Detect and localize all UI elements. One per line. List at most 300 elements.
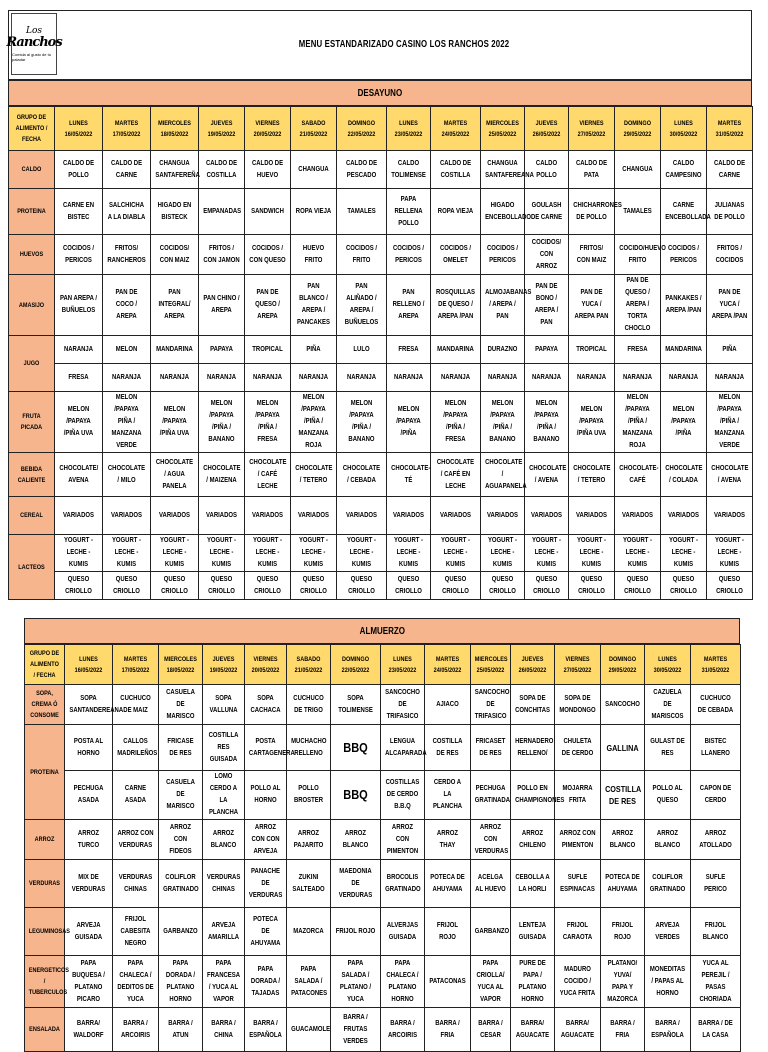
menu-cell: COSTILLA DE RES xyxy=(601,771,645,820)
menu-cell: EMPANADAS xyxy=(199,189,245,235)
menu-cell: COCIDOS / FRITO xyxy=(337,235,387,275)
menu-cell: POSTA CARTAGENERA xyxy=(245,725,287,771)
menu-cell: ALMOJABANAS / AREPA / PAN xyxy=(481,275,525,336)
menu-cell: CHOCOLATE / COLADA xyxy=(661,453,707,497)
menu-cell: ALVERJAS GUISADA xyxy=(381,908,425,956)
food-group-label: PROTEINA xyxy=(25,725,65,820)
menu-cell: BARRA / FRIA xyxy=(601,1008,645,1052)
menu-cell: VARIADOS xyxy=(103,497,151,535)
menu-cell: NARANJA xyxy=(387,364,431,392)
menu-cell: QUESO CRIOLLO xyxy=(615,572,661,600)
menu-cell: PATACONAS xyxy=(425,956,471,1008)
menu-cell: HIGADO ENCEBOLLADO xyxy=(481,189,525,235)
menu-cell: MUCHACHO RELLENO xyxy=(287,725,331,771)
menu-cell: CERDO A LA PLANCHA xyxy=(425,771,471,820)
menu-cell: QUESO CRIOLLO xyxy=(431,572,481,600)
menu-cell: CASUELA DE MARISCO xyxy=(159,771,203,820)
menu-cell: CHOCOLATE / MAIZENA xyxy=(199,453,245,497)
menu-cell: CHANGUA xyxy=(291,151,337,189)
menu-cell: ZUKINI SALTEADO xyxy=(287,860,331,908)
menu-cell: ARVEJA GUISADA xyxy=(65,908,113,956)
header-day: VIERNES 20/05/2022 xyxy=(245,107,291,151)
table-row xyxy=(25,1008,741,1052)
menu-cell: ROSQUILLAS DE QUESO / AREPA /PAN xyxy=(431,275,481,336)
menu-cell: NARANJA xyxy=(569,364,615,392)
menu-cell: MAEDONIA DE VERDURAS xyxy=(331,860,381,908)
table-row xyxy=(9,497,753,535)
menu-cell: CALDO DE CARNE xyxy=(707,151,753,189)
menu-cell: HUEVO FRITO xyxy=(291,235,337,275)
menu-cell: FRIJOL ROJO xyxy=(601,908,645,956)
menu-cell: YOGURT - LECHE - KUMIS xyxy=(291,535,337,572)
menu-cell: MELON /PAPAYA /PIÑA / BANANO xyxy=(525,392,569,453)
menu-cell: NARANJA xyxy=(199,364,245,392)
menu-cell: SOPA VALLUNA xyxy=(203,685,245,725)
menu-cell: NARANJA xyxy=(615,364,661,392)
header-day: MIERCOLES 25/05/2022 xyxy=(471,645,511,685)
menu-cell: BARRA / ATUN xyxy=(159,1008,203,1052)
menu-cell: CALDO CAMPESINO xyxy=(661,151,707,189)
header-day: DOMINGO 22/05/2022 xyxy=(331,645,381,685)
desayuno-section-title: DESAYUNO xyxy=(8,80,752,106)
los-ranchos-logo: Los Ranchos Comida al gusto de tu paladar xyxy=(11,13,57,75)
menu-cell: PIÑA xyxy=(707,336,753,364)
menu-cell: FRESA xyxy=(615,336,661,364)
menu-cell: VARIADOS xyxy=(431,497,481,535)
header-day: JUEVES 26/05/2022 xyxy=(511,645,555,685)
desayuno-sheet xyxy=(6,10,752,595)
menu-cell: CHOCOLATE / AGUAPANELA xyxy=(481,453,525,497)
food-group-label: ARROZ xyxy=(25,820,65,860)
document-title: MENU ESTANDARIZADO CASINO LOS RANCHOS 2022 xyxy=(298,39,510,50)
menu-cell: PLATANO/ YUVA/ PAPA Y MAZORCA xyxy=(601,956,645,1008)
menu-cell: SANCOCHO DE TRIFASICO xyxy=(471,685,511,725)
menu-cell: BBQ xyxy=(331,771,381,820)
menu-cell: CUCHUCO DE CEBADA xyxy=(691,685,741,725)
menu-cell: MELON /PAPAYA /PIÑA / MANZANA ROJA xyxy=(615,392,661,453)
menu-cell: POLLO BROSTER xyxy=(287,771,331,820)
menu-cell: VERDURAS CHINAS xyxy=(113,860,159,908)
food-group-label: CALDO xyxy=(9,151,55,189)
menu-cell: SOPA DE CONCHITAS xyxy=(511,685,555,725)
menu-cell: VARIADOS xyxy=(481,497,525,535)
menu-cell: PIÑA xyxy=(291,336,337,364)
menu-cell: YOGURT - LECHE - KUMIS xyxy=(481,535,525,572)
menu-cell: POTECA DE AHUYAMA xyxy=(425,860,471,908)
menu-cell: HIGADO EN BISTECK xyxy=(151,189,199,235)
header-day: MARTES 24/05/2022 xyxy=(431,107,481,151)
menu-cell: YOGURT - LECHE - KUMIS xyxy=(615,535,661,572)
table-row xyxy=(9,189,753,235)
menu-cell: ARROZ THAY xyxy=(425,820,471,860)
menu-cell: PAN BLANCO / AREPA / PANCAKES xyxy=(291,275,337,336)
table-row xyxy=(9,535,753,572)
table-row xyxy=(9,235,753,275)
menu-cell: PAPAYA xyxy=(199,336,245,364)
menu-cell: MAZORCA xyxy=(287,908,331,956)
menu-cell: PAPA CHALECA / PLATANO HORNO xyxy=(381,956,425,1008)
menu-cell: LENTEJA GUISADA xyxy=(511,908,555,956)
menu-cell: DURAZNO xyxy=(481,336,525,364)
food-group-label: AMASIJO xyxy=(9,275,55,336)
menu-cell: POLLO AL HORNO xyxy=(245,771,287,820)
menu-cell: PAPA CHALECA / DEDITOS DE YUCA xyxy=(113,956,159,1008)
table-row xyxy=(9,364,753,392)
menu-cell: GALLINA xyxy=(601,725,645,771)
menu-cell: VARIADOS xyxy=(661,497,707,535)
table-row xyxy=(25,908,741,956)
header-day: SABADO 21/05/2022 xyxy=(291,107,337,151)
menu-cell: QUESO CRIOLLO xyxy=(707,572,753,600)
menu-cell: MELON /PAPAYA /PIÑA xyxy=(387,392,431,453)
menu-cell: COCIDO/HUEVO FRITO xyxy=(615,235,661,275)
header-day: MARTES 17/05/2022 xyxy=(113,645,159,685)
menu-cell: BARRA / FRIA xyxy=(425,1008,471,1052)
menu-cell: CARNE EN BISTEC xyxy=(55,189,103,235)
menu-cell: PANKAKES / AREPA /PAN xyxy=(661,275,707,336)
menu-cell: FRICASET DE RES xyxy=(471,725,511,771)
document-header xyxy=(8,10,752,80)
food-group-label: SOPA, CREMA Ó CONSOME xyxy=(25,685,65,725)
menu-cell: SANDWICH xyxy=(245,189,291,235)
header-day: VIERNES 20/05/2022 xyxy=(245,645,287,685)
menu-cell: PECHUGA GRATINADA xyxy=(471,771,511,820)
table-row xyxy=(25,956,741,1008)
table-row xyxy=(9,151,753,189)
menu-cell: YOGURT - LECHE - KUMIS xyxy=(55,535,103,572)
menu-cell: ARROZ BLANCO xyxy=(203,820,245,860)
menu-cell: SANCOCHO DE TRIFASICO xyxy=(381,685,425,725)
menu-cell: TROPICAL xyxy=(569,336,615,364)
menu-cell: CHOCOLATE / TETERO xyxy=(291,453,337,497)
menu-cell: ARROZ CON VERDURAS xyxy=(113,820,159,860)
menu-cell: CALDO DE HUEVO xyxy=(245,151,291,189)
menu-cell: FRIJOL CABESITA NEGRO xyxy=(113,908,159,956)
menu-cell: FRESA xyxy=(55,364,103,392)
menu-cell: CUCHUCO DE TRIGO xyxy=(287,685,331,725)
menu-cell: PAN DE COCO / AREPA xyxy=(103,275,151,336)
header-day: DOMINGO 29/05/2022 xyxy=(615,107,661,151)
menu-cell: FRITOS / CON JAMON xyxy=(199,235,245,275)
menu-cell: CHOCOLATE / CAFÉ LECHE xyxy=(245,453,291,497)
menu-cell: QUESO CRIOLLO xyxy=(151,572,199,600)
menu-cell: ACELGA AL HUEVO xyxy=(471,860,511,908)
menu-cell: CALDO TOLIMENSE xyxy=(387,151,431,189)
menu-cell: MELON /PAPAYA /PIÑA UVA xyxy=(151,392,199,453)
menu-cell: ARROZ ATOLLADO xyxy=(691,820,741,860)
menu-cell: QUESO CRIOLLO xyxy=(481,572,525,600)
menu-cell: BROCOLIS GRATINADO xyxy=(381,860,425,908)
menu-cell: MELON /PAPAYA /PIÑA xyxy=(661,392,707,453)
menu-cell: NARANJA xyxy=(103,364,151,392)
menu-cell: LULO xyxy=(337,336,387,364)
header-day: MARTES 17/05/2022 xyxy=(103,107,151,151)
menu-cell: COSTILLAS DE CERDO B.B.Q xyxy=(381,771,425,820)
menu-cell: QUESO CRIOLLO xyxy=(337,572,387,600)
menu-cell: FRIJOL BLANCO xyxy=(691,908,741,956)
header-day: MIERCOLES 25/05/2022 xyxy=(481,107,525,151)
menu-cell: VARIADOS xyxy=(151,497,199,535)
menu-cell: CHOCOLATE-CAFÉ xyxy=(615,453,661,497)
header-food-group: GRUPO DE ALIMENTO / FECHA xyxy=(9,107,55,151)
menu-cell: MANDARINA xyxy=(431,336,481,364)
menu-cell: BARRA / ARCOIRIS xyxy=(113,1008,159,1052)
menu-cell: YOGURT - LECHE - KUMIS xyxy=(245,535,291,572)
desayuno-table xyxy=(8,106,753,600)
menu-cell: VERDURAS CHINAS xyxy=(203,860,245,908)
menu-cell: PAN DE BONO / AREPA / PAN xyxy=(525,275,569,336)
menu-cell: CHOCOLATE / CAFÉ EN LECHE xyxy=(431,453,481,497)
menu-cell: CAZUELA DE MARISCOS xyxy=(645,685,691,725)
menu-cell: VARIADOS xyxy=(245,497,291,535)
table-row xyxy=(25,725,741,771)
menu-cell: SANCOCHO xyxy=(601,685,645,725)
menu-cell: HERNADERO RELLENO/ xyxy=(511,725,555,771)
menu-cell: BBQ xyxy=(331,725,381,771)
menu-cell: ARROZ CON PIMENTON xyxy=(381,820,425,860)
menu-cell: VARIADOS xyxy=(525,497,569,535)
menu-cell: VARIADOS xyxy=(569,497,615,535)
menu-cell: VARIADOS xyxy=(615,497,661,535)
menu-cell: ARROZ CON VERDURAS xyxy=(471,820,511,860)
menu-cell: CALDO DE PESCADO xyxy=(337,151,387,189)
food-group-label: CEREAL xyxy=(9,497,55,535)
header-day: LUNES 16/05/2022 xyxy=(65,645,113,685)
menu-cell: NARANJA xyxy=(337,364,387,392)
menu-cell: BISTEC LLANERO xyxy=(691,725,741,771)
menu-cell: PAN ALIÑADO / AREPA / BUÑUELOS xyxy=(337,275,387,336)
menu-cell: PAN CHINO / AREPA xyxy=(199,275,245,336)
menu-cell: CHOCOLATE-TÉ xyxy=(387,453,431,497)
menu-cell: TAMALES xyxy=(615,189,661,235)
menu-cell: CALLOS MADRILEÑOS xyxy=(113,725,159,771)
table-row xyxy=(9,336,753,364)
table-row xyxy=(25,860,741,908)
menu-cell: COCIDOS/ CON ARROZ xyxy=(525,235,569,275)
menu-cell: CUCHUCO DE MAIZ xyxy=(113,685,159,725)
menu-cell: MADURO COCIDO / YUCA FRITA xyxy=(555,956,601,1008)
menu-cell: SOPA CACHACA xyxy=(245,685,287,725)
menu-cell: SUFLE PERICO xyxy=(691,860,741,908)
menu-cell: BARRA / FRUTAS VERDES xyxy=(331,1008,381,1052)
menu-cell: QUESO CRIOLLO xyxy=(569,572,615,600)
menu-cell: NARANJA xyxy=(661,364,707,392)
menu-cell: SALCHICHA A LA DIABLA xyxy=(103,189,151,235)
menu-cell: YOGURT - LECHE - KUMIS xyxy=(103,535,151,572)
menu-cell: YOGURT - LECHE - KUMIS xyxy=(525,535,569,572)
menu-cell: NARANJA xyxy=(245,364,291,392)
header-day: JUEVES 19/05/2022 xyxy=(199,107,245,151)
header-day: LUNES 16/05/2022 xyxy=(55,107,103,151)
header-day: LUNES 30/05/2022 xyxy=(645,645,691,685)
food-group-label: BEBIDA CALIENTE xyxy=(9,453,55,497)
header-day: MIERCOLES 18/05/2022 xyxy=(159,645,203,685)
menu-cell: PAN AREPA / BUÑUELOS xyxy=(55,275,103,336)
menu-cell: PAN INTEGRAL/ AREPA xyxy=(151,275,199,336)
header-day: DOMINGO 22/05/2022 xyxy=(337,107,387,151)
menu-cell: BARRA/ AGUACATE xyxy=(555,1008,601,1052)
menu-cell: CARNE ASADA xyxy=(113,771,159,820)
menu-cell: PAPA RELLENA POLLO xyxy=(387,189,431,235)
menu-cell: YUCA AL PEREJIL / PASAS CHORIADA xyxy=(691,956,741,1008)
menu-cell: LOMO CERDO A LA PLANCHA xyxy=(203,771,245,820)
menu-cell: ROPA VIEJA xyxy=(291,189,337,235)
food-group-label: FRUTA PICADA xyxy=(9,392,55,453)
menu-cell: YOGURT - LECHE - KUMIS xyxy=(151,535,199,572)
menu-cell: NARANJA xyxy=(481,364,525,392)
menu-cell: GOULASH DE CARNE xyxy=(525,189,569,235)
menu-cell: YOGURT - LECHE - KUMIS xyxy=(199,535,245,572)
menu-cell: FRITOS/ CON MAIZ xyxy=(569,235,615,275)
menu-cell: CALDO DE PATA xyxy=(569,151,615,189)
menu-cell: MELON /PAPAYA /PIÑA / MANZANA VERDE xyxy=(707,392,753,453)
menu-cell: YOGURT - LECHE - KUMIS xyxy=(569,535,615,572)
menu-cell: GARBANZO xyxy=(159,908,203,956)
menu-cell: POSTA AL HORNO xyxy=(65,725,113,771)
menu-cell: ROPA VIEJA xyxy=(431,189,481,235)
menu-cell: YOGURT - LECHE - KUMIS xyxy=(707,535,753,572)
menu-cell: SOPA DE MONDONGO xyxy=(555,685,601,725)
menu-cell: ARROZ CON CON ARVEJA xyxy=(245,820,287,860)
menu-cell: QUESO CRIOLLO xyxy=(291,572,337,600)
menu-cell: CHOCOLATE / TETERO xyxy=(569,453,615,497)
table-row xyxy=(9,453,753,497)
menu-cell: ARROZ BLANCO xyxy=(331,820,381,860)
table-row xyxy=(25,820,741,860)
menu-cell: PANACHE DE VERDURAS xyxy=(245,860,287,908)
menu-cell: CAPON DE CERDO xyxy=(691,771,741,820)
menu-cell: MELON /PAPAYA /PIÑA / FRESA xyxy=(431,392,481,453)
menu-cell: FRICASE DE RES xyxy=(159,725,203,771)
menu-cell: PECHUGA ASADA xyxy=(65,771,113,820)
menu-cell: ARROZ CHILENO xyxy=(511,820,555,860)
menu-cell: ARROZ CON FIDEOS xyxy=(159,820,203,860)
menu-cell: BARRA/ AGUACATE xyxy=(511,1008,555,1052)
header-day: LUNES 30/05/2022 xyxy=(661,107,707,151)
menu-cell: MELON /PAPAYA /PIÑA / FRESA xyxy=(245,392,291,453)
menu-cell: PAN DE QUESO / AREPA xyxy=(245,275,291,336)
menu-cell: ARROZ PAJARITO xyxy=(287,820,331,860)
header-day: MIERCOLES 18/05/2022 xyxy=(151,107,199,151)
menu-cell: POTECA DE AHUYAMA xyxy=(601,860,645,908)
menu-cell: PAN RELLENO / AREPA xyxy=(387,275,431,336)
header-day: DOMINGO 29/05/2022 xyxy=(601,645,645,685)
menu-cell: GULAST DE RES xyxy=(645,725,691,771)
menu-cell: TROPICAL xyxy=(245,336,291,364)
food-group-label: LEGUMINOSAS xyxy=(25,908,65,956)
menu-cell: CHOCOLATE/ AVENA xyxy=(55,453,103,497)
menu-cell: MELON /PAPAYA /PIÑA UVA xyxy=(569,392,615,453)
menu-cell: FRIJOL ROJO xyxy=(331,908,381,956)
menu-cell: PAPA BUQUESA / PLATANO PICARO xyxy=(65,956,113,1008)
menu-cell: BARRA / CHINA xyxy=(203,1008,245,1052)
table-row xyxy=(25,771,741,820)
menu-cell: PAPA SALADA / PLATANO / YUCA xyxy=(331,956,381,1008)
menu-cell: PAN DE QUESO / AREPA / TORTA CHOCLO xyxy=(615,275,661,336)
header-day: VIERNES 27/05/2022 xyxy=(569,107,615,151)
menu-cell: ARROZ CON PIMENTON xyxy=(555,820,601,860)
menu-cell: COCIDOS / CON QUESO xyxy=(245,235,291,275)
menu-cell: ARVEJA VERDES xyxy=(645,908,691,956)
menu-cell: CHOCOLATE / AVENA xyxy=(525,453,569,497)
menu-cell: COCIDOS / OMELET xyxy=(431,235,481,275)
menu-cell: YOGURT - LECHE - KUMIS xyxy=(431,535,481,572)
food-group-label: JUGO xyxy=(9,336,55,392)
menu-cell: MOJARRA FRITA xyxy=(555,771,601,820)
header-day: JUEVES 26/05/2022 xyxy=(525,107,569,151)
food-group-label: LACTEOS xyxy=(9,535,55,600)
menu-cell: BARRA / CESAR xyxy=(471,1008,511,1052)
menu-cell: SOPA SANTANDEREANA xyxy=(65,685,113,725)
menu-cell: NARANJA xyxy=(55,336,103,364)
menu-cell: ARROZ TURCO xyxy=(65,820,113,860)
header-day: MARTES 24/05/2022 xyxy=(425,645,471,685)
menu-cell: QUESO CRIOLLO xyxy=(199,572,245,600)
menu-cell: MANDARINA xyxy=(151,336,199,364)
menu-cell: VARIADOS xyxy=(199,497,245,535)
header-day: LUNES 23/05/2022 xyxy=(381,645,425,685)
menu-cell: COCIDOS/ CON MAIZ xyxy=(151,235,199,275)
menu-cell: VARIADOS xyxy=(55,497,103,535)
menu-cell: ARVEJA AMARILLA xyxy=(203,908,245,956)
menu-cell: NARANJA xyxy=(707,364,753,392)
menu-cell: FRITOS / COCIDOS xyxy=(707,235,753,275)
food-group-label: ENERGETICOS / TUBERCULOS xyxy=(25,956,65,1008)
menu-cell: VARIADOS xyxy=(387,497,431,535)
menu-cell: FRESA xyxy=(387,336,431,364)
menu-cell: POLLO AL QUESO xyxy=(645,771,691,820)
food-group-label: VERDURAS xyxy=(25,860,65,908)
menu-cell: VARIADOS xyxy=(291,497,337,535)
menu-cell: AJIACO xyxy=(425,685,471,725)
food-group-label: PROTEINA xyxy=(9,189,55,235)
header-row xyxy=(25,645,741,685)
menu-cell: QUESO CRIOLLO xyxy=(525,572,569,600)
header-row xyxy=(9,107,753,151)
menu-cell: PAPAYA xyxy=(525,336,569,364)
menu-cell: FRIJOL CARAOTA xyxy=(555,908,601,956)
menu-cell: QUESO CRIOLLO xyxy=(245,572,291,600)
menu-cell: VARIADOS xyxy=(707,497,753,535)
menu-cell: CALDO DE POLLO xyxy=(55,151,103,189)
header-day: SABADO 21/05/2022 xyxy=(287,645,331,685)
menu-cell: QUESO CRIOLLO xyxy=(55,572,103,600)
menu-cell: COLIFLOR GRATINADO xyxy=(159,860,203,908)
header-day: VIERNES 27/05/2022 xyxy=(555,645,601,685)
almuerzo-sheet xyxy=(24,618,740,1045)
menu-cell: MANDARINA xyxy=(661,336,707,364)
menu-cell: QUESO CRIOLLO xyxy=(103,572,151,600)
menu-cell: MELON /PAPAYA /PIÑA UVA xyxy=(55,392,103,453)
header-day: MARTES 31/05/2022 xyxy=(707,107,753,151)
table-row xyxy=(9,572,753,600)
header-day: MARTES 31/05/2022 xyxy=(691,645,741,685)
menu-cell: CHOCOLATE / CEBADA xyxy=(337,453,387,497)
menu-cell: COCIDOS / PERICOS xyxy=(55,235,103,275)
menu-cell: NARANJA xyxy=(525,364,569,392)
menu-cell: ARROZ BLANCO xyxy=(645,820,691,860)
menu-cell: MONEDITAS / PAPAS AL HORNO xyxy=(645,956,691,1008)
menu-cell: BARRA/ WALDORF xyxy=(65,1008,113,1052)
menu-cell: NARANJA xyxy=(151,364,199,392)
menu-cell: FRITOS/ RANCHEROS xyxy=(103,235,151,275)
almuerzo-section-title: ALMUERZO xyxy=(24,618,740,644)
menu-cell: YOGURT - LECHE - KUMIS xyxy=(387,535,431,572)
menu-cell: PAPA CRIOLLA/ YUCA AL VAPOR xyxy=(471,956,511,1008)
menu-cell: VARIADOS xyxy=(337,497,387,535)
menu-cell: CHOCOLATE / AGUA PANELA xyxy=(151,453,199,497)
menu-cell: COCIDOS / PERICOS xyxy=(661,235,707,275)
